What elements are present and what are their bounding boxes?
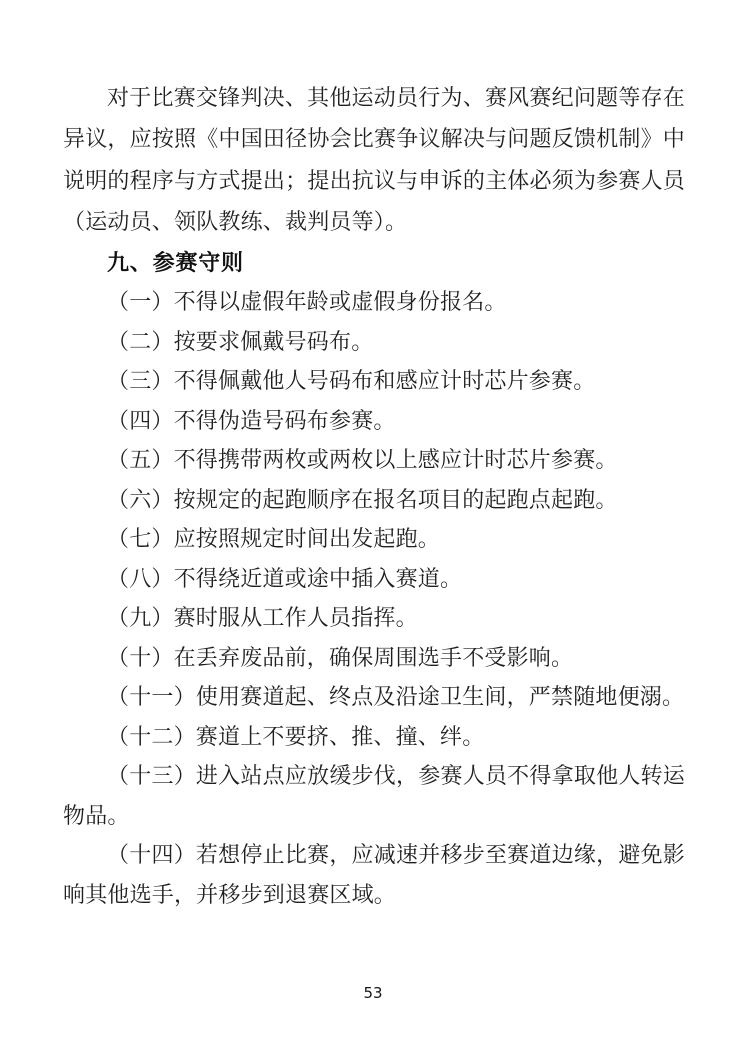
text-line: （八）不得绕近道或途中插入赛道。 [107,566,463,592]
text-line: 说明的程序与方式提出；提出抗议与申诉的主体必须为参赛人员 [63,168,685,194]
intro-paragraph [63,78,685,244]
page-footer [0,983,746,1002]
text-line: （五）不得携带两枚或两枚以上感应计时芯片参赛。 [107,448,618,474]
page-number: 53 [363,984,383,1002]
text-line: （九）赛时服从工作人员指挥。 [107,606,418,632]
text-line: 响其他选手，并移步到退赛区域。 [63,882,397,908]
text-line: （十二）赛道上不要挤、推、撞、绊。 [107,724,485,750]
text-line: （十一）使用赛道起、终点及沿途卫生间，严禁随地便溺。 [107,685,685,711]
text-line: （十三）进入站点应放缓步伐，参赛人员不得拿取他人转运 [107,764,685,790]
rules-list [63,283,685,915]
text-line: （七）应按照规定时间出发起跑。 [107,527,441,553]
text-line: （二）按要求佩戴号码布。 [107,329,374,355]
text-line: 对于比赛交锋判决、其他运动员行为、赛风赛纪问题等存在 [107,86,685,111]
text-line: （一）不得以虚假年龄或虚假身份报名。 [107,290,507,316]
text-line: 异议，应按照《中国田径协会比赛争议解决与问题反馈机制》中 [63,127,685,153]
text-line: （十四）若想停止比赛，应减速并移步至赛道边缘，避免影 [107,843,685,869]
text-line: （四）不得伪造号码布参赛。 [107,408,396,434]
page-content [63,78,685,915]
text-line: 物品。 [63,803,130,829]
text-line: （六）按规定的起跑顺序在报名项目的起跑点起跑。 [107,487,618,513]
text-line: （运动员、领队教练、裁判员等）。 [63,210,408,236]
text-line: （三）不得佩戴他人号码布和感应计时芯片参赛。 [107,369,596,395]
section-heading: 九、参赛守则 [107,250,244,276]
text-line: （十）在丢弃废品前，确保周围选手不受影响。 [107,645,574,671]
